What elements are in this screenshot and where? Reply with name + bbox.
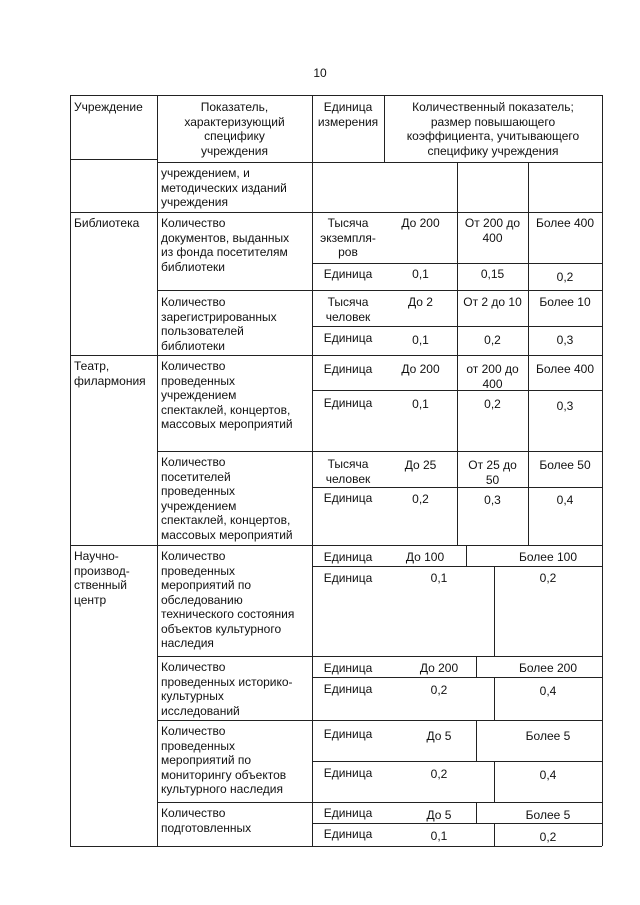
- continuation-text: учреждением, и методических изданий учреждения: [161, 166, 287, 209]
- unit-center-monitoring: Единица: [323, 727, 373, 741]
- coef-center-prepared-1: 0,1: [430, 829, 448, 843]
- range-theatre-events-2: от 200 до 400: [466, 362, 519, 391]
- coef-center-survey-2: 0,2: [539, 571, 557, 585]
- range-center-research-2: Более 200: [519, 661, 577, 675]
- institution-library: Библиотека: [74, 216, 140, 230]
- indicator-library-users: Количество зарегистрированных пользователей библиотеки: [161, 295, 277, 353]
- range-library-docs-3: Более 400: [536, 216, 594, 230]
- range-library-users-2: От 2 до 10: [463, 295, 522, 309]
- coef-theatre-events-2: 0,2: [484, 397, 501, 411]
- coef-center-research-2: 0,4: [539, 684, 557, 698]
- coef-theatre-visitors-1: 0,2: [412, 492, 429, 506]
- coef-theatre-visitors-2: 0,3: [484, 493, 501, 507]
- unit-center-research: Единица: [323, 661, 373, 675]
- range-theatre-events-3: Более 400: [536, 362, 594, 376]
- range-center-monitoring-1: До 5: [426, 729, 452, 743]
- range-library-users-1: До 2: [408, 295, 433, 309]
- range-center-survey-2: Более 100: [519, 550, 577, 564]
- indicator-library-docs: Количество документов, выданных из фонда посетителям библиотеки: [161, 216, 290, 274]
- unit-center-prepared: Единица: [323, 806, 373, 820]
- coef-library-users-1: 0,1: [412, 333, 429, 347]
- header-institution: Учреждение: [74, 100, 143, 114]
- coef-theatre-events-3: 0,3: [556, 399, 574, 413]
- institution-center: Научно- производ- ственный центр: [74, 549, 130, 607]
- range-library-users-3: Более 10: [539, 295, 591, 309]
- coef-center-research-1: 0,2: [430, 683, 448, 697]
- unit2-center-research: Единица: [323, 682, 373, 696]
- unit-theatre-events: Единица: [323, 362, 373, 376]
- indicator-center-survey: Количество проведенных мероприятий по обследованию технического состояния объектов культурного наследия: [161, 549, 295, 650]
- unit2-center-survey: Единица: [323, 571, 373, 585]
- indicator-theatre-events: Количество проведенных учреждением спектаклей, концертов, массовых мероприятий: [161, 359, 293, 431]
- coef-center-monitoring-1: 0,2: [430, 767, 448, 781]
- header-indicator: Показатель, характеризующий специфику учреждения: [184, 100, 285, 158]
- indicator-center-monitoring: Количество проведенных мероприятий по мониторингу объектов культурного наследия: [161, 724, 287, 796]
- range-theatre-events-1: До 200: [401, 362, 440, 376]
- range-theatre-visitors-3: Более 50: [539, 458, 591, 472]
- unit2-library-users: Единица: [323, 331, 373, 345]
- header-unit: Единица измерения: [317, 100, 379, 129]
- header-quantity: Количественный показатель; размер повышающего коэффициента, учитывающего специфику учреждения: [406, 100, 580, 158]
- unit2-center-prepared: Единица: [323, 827, 373, 841]
- coef-library-docs-3: 0,2: [556, 270, 574, 284]
- indicator-theatre-visitors: Количество посетителей проведенных учреждением спектаклей, концертов, массовых мероприятий: [161, 455, 293, 542]
- range-center-prepared-1: До 5: [426, 808, 452, 822]
- unit2-center-monitoring: Единица: [323, 766, 373, 780]
- coef-library-users-2: 0,2: [484, 333, 501, 347]
- coef-theatre-events-1: 0,1: [412, 397, 429, 411]
- range-center-survey-1: До 100: [405, 550, 445, 564]
- unit-library-users: Тысяча человек: [325, 295, 371, 324]
- coef-library-docs-2: 0,15: [480, 267, 505, 281]
- coef-library-users-3: 0,3: [556, 333, 574, 347]
- page-number: 10: [313, 66, 327, 80]
- coef-center-prepared-2: 0,2: [539, 830, 557, 844]
- indicator-center-research: Количество проведенных историко- культурных исследований: [161, 660, 293, 718]
- unit2-library-docs: Единица: [323, 267, 373, 281]
- range-theatre-visitors-2: От 25 до 50: [468, 458, 517, 487]
- unit2-theatre-visitors: Единица: [323, 491, 373, 505]
- indicator-center-prepared: Количество подготовленных: [161, 806, 252, 835]
- coef-center-survey-1: 0,1: [430, 571, 448, 585]
- institution-theatre: Театр, филармония: [74, 359, 146, 388]
- range-center-monitoring-2: Более 5: [525, 729, 571, 743]
- range-center-research-1: До 200: [419, 661, 459, 675]
- coef-library-docs-1: 0,1: [412, 267, 429, 281]
- coef-theatre-visitors-3: 0,4: [556, 493, 574, 507]
- range-theatre-visitors-1: До 25: [404, 458, 437, 472]
- unit-theatre-visitors: Тысяча человек: [325, 457, 371, 486]
- range-center-prepared-2: Более 5: [525, 808, 571, 822]
- unit-library-docs: Тысяча экземпля- ров: [320, 216, 376, 259]
- unit-center-survey: Единица: [323, 550, 373, 564]
- range-library-docs-1: До 200: [401, 216, 440, 230]
- coef-center-monitoring-2: 0,4: [539, 768, 557, 782]
- unit2-theatre-events: Единица: [323, 396, 373, 410]
- range-library-docs-2: От 200 до 400: [464, 216, 521, 245]
